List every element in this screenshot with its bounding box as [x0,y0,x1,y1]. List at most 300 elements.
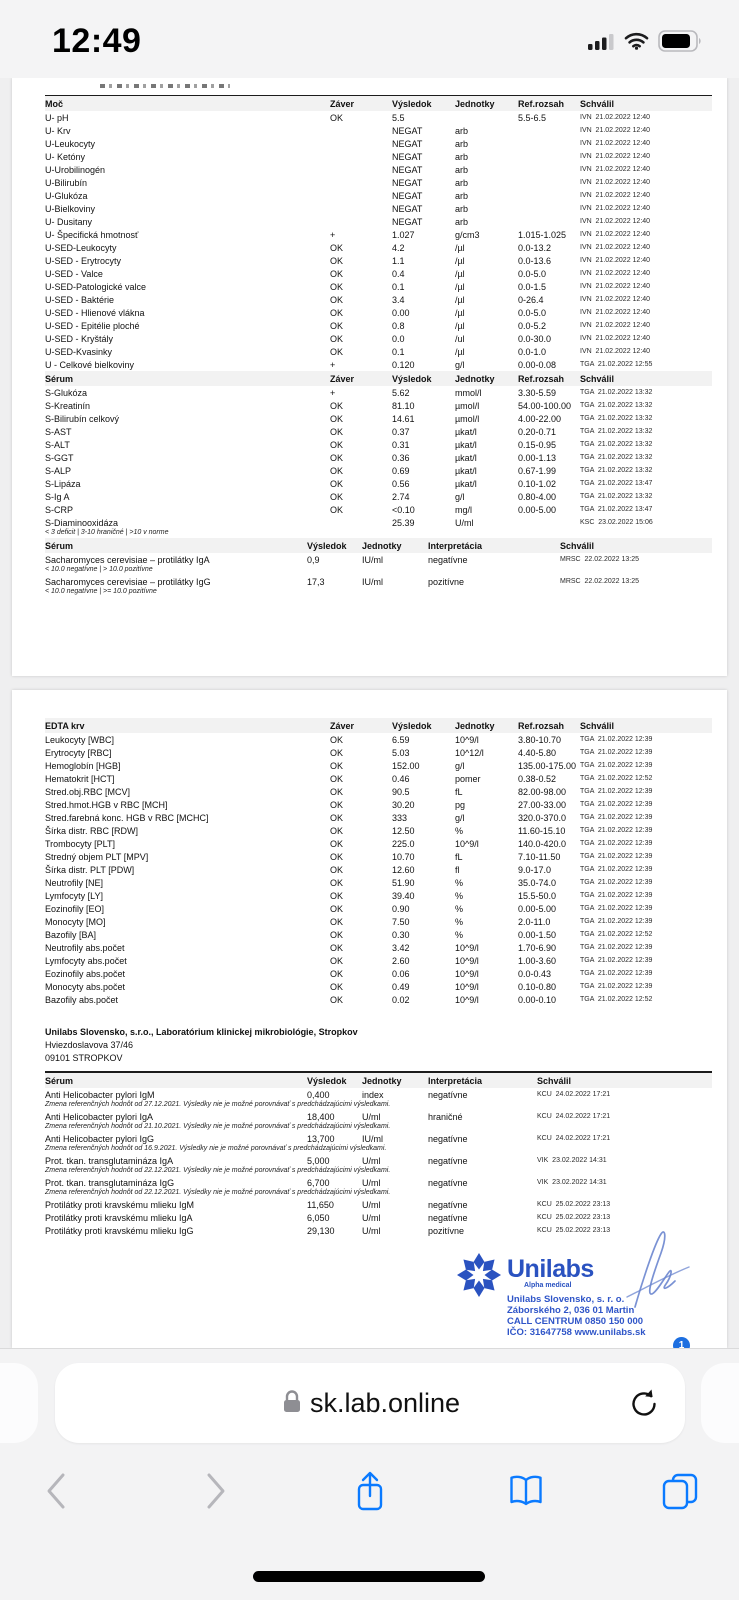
table-cell: U-SED-Leukocyty [45,242,117,253]
table-cell: /µl [455,307,465,318]
table-cell: U- Krv [45,125,71,136]
column-header: Jednotky [455,373,495,384]
table-cell: 0.20-0.71 [518,426,557,437]
table-cell: OK [330,786,344,797]
table-header-row [45,96,712,111]
table-cell: S-AST [45,426,72,437]
table-cell: TGA 21.02.2022 12:39 [580,735,653,743]
table-cell: 0.1 [392,281,405,292]
table-cell: 225.0 [392,838,415,849]
table-cell: OK [330,916,344,927]
table-cell: Erytrocyty [RBC] [45,747,112,758]
bookmarks-icon[interactable] [503,1468,549,1514]
table-cell: 5.5 [392,112,405,123]
table-cell: 0.06 [392,968,410,979]
table-cell: 0.02 [392,994,410,1005]
table-cell: U-Glukóza [45,190,88,201]
table-cell: 0-26.4 [518,294,544,305]
column-header: Ref.rozsah [518,373,565,384]
table-cell: Hematokrit [HCT] [45,773,115,784]
table-cell: 18,400 [307,1111,335,1122]
table-cell: U- Dusitany [45,216,93,227]
table-cell: + [330,229,336,240]
table-row [45,358,712,371]
table-cell: negatívne [428,1199,468,1210]
table-row [45,150,712,163]
table-header-row [45,538,712,553]
table-cell: IVN 21.02.2022 12:40 [580,295,651,303]
table-cell: U- pH [45,112,69,123]
table-cell: OK [330,851,344,862]
table-cell: Lymfocyty [LY] [45,890,104,901]
table-cell: OK [330,478,344,489]
table-cell: 10^9/l [455,994,479,1005]
table-cell: 10^9/l [455,734,479,745]
table-row [45,733,712,746]
table-cell: IU/ml [362,1133,383,1144]
table-cell: OK [330,942,344,953]
table-cell: Stred.hmot.HGB v RBC [MCH] [45,799,168,810]
table-cell: IVN 21.02.2022 12:40 [580,204,651,212]
table-cell: negatívne [428,554,468,565]
table-row [45,319,712,332]
table-cell: % [455,825,464,836]
table-cell: Sacharomyces cerevisiae – protilátky IgA [45,554,210,565]
clipped-row-remnant [100,84,230,88]
table-cell: 81.10 [392,400,415,411]
lab-report-page-1[interactable] [12,78,727,676]
table-cell: % [455,929,464,940]
table-cell: µkat/l [455,478,477,489]
table-cell: 1.00-3.60 [518,955,557,966]
table-cell: 90.5 [392,786,410,797]
table-cell: TGA 21.02.2022 12:55 [580,360,653,368]
lab-report-page-2[interactable] [12,690,727,1348]
table-cell: Eozinofily [EO] [45,903,105,914]
table-cell: KCU 25.02.2022 23:13 [537,1213,611,1221]
table-header-row [45,1073,712,1088]
previous-tab-fragment[interactable] [0,1363,38,1443]
ios-status-bar [0,0,739,78]
table-cell: 0.0 [392,333,405,344]
table-cell: µmol/l [455,413,480,424]
table-cell: OK [330,346,344,357]
table-cell: MRSC 22.02.2022 13:25 [560,577,639,585]
column-header: Schválil [537,1075,572,1086]
table-cell: IVN 21.02.2022 12:40 [580,230,651,238]
table-cell: Monocyty [MO] [45,916,106,927]
table-cell: NEGAT [392,164,423,175]
column-header: Ref.rozsah [518,98,565,109]
table-cell: 10^9/l [455,955,479,966]
table-row [45,1198,712,1211]
urine-results-table [45,96,712,371]
table-row [45,293,712,306]
table-row [45,954,712,967]
column-header: Ref.rozsah [518,720,565,731]
table-cell: U/ml [362,1155,381,1166]
table-cell: OK [330,968,344,979]
table-cell: 0.49 [392,981,410,992]
forward-button[interactable] [192,1468,238,1514]
table-cell: fL [455,851,463,862]
table-cell: 6,050 [307,1212,330,1223]
row-note: Zmena referenčných hodnôt od 22.12.2021. Výsledky nie je možné porovnávať s predchádzajúcimi výsledkami. [45,1189,391,1196]
column-header: Jednotky [455,720,495,731]
table-cell: OK [330,760,344,771]
table-cell: 10.70 [392,851,415,862]
table-cell: 3.80-10.70 [518,734,562,745]
table-cell: IVN 21.02.2022 12:40 [580,191,651,199]
table-row [45,111,712,124]
table-cell: 0.0-1.5 [518,281,547,292]
table-cell: TGA 21.02.2022 13:32 [580,427,653,435]
table-cell: IVN 21.02.2022 12:40 [580,347,651,355]
table-cell: 54.00-100.00 [518,400,572,411]
column-header: Výsledok [307,540,347,551]
column-header: Schválil [580,720,615,731]
column-header: Interpretácia [428,540,483,551]
stamp-line: CALL CENTRUM 0850 150 000 [507,1316,644,1327]
table-cell: TGA 21.02.2022 12:39 [580,956,653,964]
table-cell: 7.10-11.50 [518,851,561,862]
table-cell: S-ALT [45,439,70,450]
table-cell: OK [330,929,344,940]
table-cell: g/l [455,359,465,370]
table-cell: pozitívne [428,576,465,587]
table-cell: S-CRP [45,504,74,515]
column-header: Schválil [580,373,615,384]
table-cell: g/l [455,760,465,771]
table-cell: IVN 21.02.2022 12:40 [580,152,651,160]
table-cell: IVN 21.02.2022 12:40 [580,178,651,186]
next-tab-fragment[interactable] [701,1363,739,1443]
table-cell: U-SED-Kvasinky [45,346,113,357]
stamp-line: IČO: 31647758 www.unilabs.sk [507,1327,646,1338]
table-cell: IVN 21.02.2022 12:40 [580,139,651,147]
table-cell: µkat/l [455,452,477,463]
table-row [45,915,712,928]
table-cell: Protilátky proti kravskému mlieku IgM [45,1199,195,1210]
table-cell: IVN 21.02.2022 12:40 [580,243,651,251]
table-row [45,980,712,993]
table-cell: U - Celkové bielkoviny [45,359,135,370]
table-cell: 35.0-74.0 [518,877,557,888]
table-cell: OK [330,799,344,810]
table-cell: TGA 21.02.2022 12:39 [580,826,653,834]
row-note: Zmena referenčných hodnôt od 16.9.2021. Výsledky nie je možné porovnávať s predchádzajúcimi výsledkami. [45,1145,387,1152]
table-cell: 14.61 [392,413,415,424]
table-header-row [45,371,712,386]
safari-toolbar [0,1460,739,1530]
share-icon[interactable] [347,1468,393,1514]
table-cell: negatívne [428,1089,468,1100]
tabs-icon[interactable] [657,1468,703,1514]
table-cell: KSC 23.02.2022 15:06 [580,518,653,526]
table-cell: OK [330,439,344,450]
table-cell: mmol/l [455,387,482,398]
column-header: Sérum [45,1075,74,1086]
table-row [45,503,712,516]
table-row [45,189,712,202]
serum-results-table [45,371,712,538]
address-bar[interactable] [55,1363,685,1443]
table-cell: OK [330,413,344,424]
table-cell: arb [455,190,469,201]
table-cell: g/cm3 [455,229,480,240]
table-cell: U-Bielkoviny [45,203,96,214]
table-cell: 6.59 [392,734,410,745]
unilabs-snowflake-logo-icon [455,1251,503,1304]
table-cell: 0.4 [392,268,405,279]
table-cell: 0.0-13.6 [518,255,552,266]
lab-name: Unilabs Slovensko, s.r.o., Laboratórium klinickej mikrobiológie, Stropkov [45,1027,358,1037]
column-header: Záver [330,373,355,384]
table-cell: NEGAT [392,190,423,201]
table-cell: 11,650 [307,1199,334,1210]
table-cell: IU/ml [362,576,383,587]
table-cell: 7.50 [392,916,410,927]
table-cell: 0.0-30.0 [518,333,552,344]
table-cell: Stred.farebná konc. HGB v RBC [MCHC] [45,812,209,823]
table-cell: TGA 21.02.2022 12:39 [580,839,653,847]
table-cell: OK [330,747,344,758]
home-indicator[interactable] [253,1571,485,1582]
table-cell: arb [455,216,469,227]
table-cell: NEGAT [392,216,423,227]
table-cell: 30.20 [392,799,415,810]
table-cell: µmol/l [455,400,480,411]
table-cell: 0.36 [392,452,410,463]
table-row [45,1110,712,1123]
table-cell: Prot. tkan. transglutamináza IgG [45,1177,175,1188]
table-cell: /ul [455,333,465,344]
table-cell: µkat/l [455,426,477,437]
table-cell: negatívne [428,1177,468,1188]
lab-city: 09101 STROPKOV [45,1053,123,1063]
table-cell: 25.39 [392,517,415,528]
table-cell: 0.0-1.0 [518,346,547,357]
table-cell: 0.1 [392,346,405,357]
table-cell: 3.30-5.59 [518,387,557,398]
table-cell: 333 [392,812,408,823]
column-header: Záver [330,720,355,731]
row-note: < 10.0 negatívne | > 10.0 pozitívne [45,566,153,573]
wifi-icon [624,32,649,55]
table-cell: 4.00-22.00 [518,413,562,424]
table-cell: OK [330,255,344,266]
table-cell: Bazofily abs.počet [45,994,119,1005]
edta-blood-table [45,718,712,1006]
table-cell: TGA 21.02.2022 12:39 [580,982,653,990]
column-header: Jednotky [362,540,402,551]
table-cell: IVN 21.02.2022 12:40 [580,126,651,134]
table-row [45,345,712,358]
table-cell: TGA 21.02.2022 12:39 [580,917,653,925]
table-cell: 0.00-5.00 [518,903,557,914]
table-cell: TGA 21.02.2022 12:39 [580,969,653,977]
table-cell: TGA 21.02.2022 12:39 [580,761,653,769]
table-cell: OK [330,825,344,836]
table-cell: g/l [455,491,465,502]
table-row [45,1154,712,1167]
table-cell: TGA 21.02.2022 12:39 [580,904,653,912]
table-cell: U-SED - Valce [45,268,103,279]
stamp-line: Záborského 2, 036 01 Martin [507,1305,635,1316]
signature-scribble [597,1227,707,1327]
table-cell: % [455,903,464,914]
table-cell: KCU 25.02.2022 23:13 [537,1226,611,1234]
column-header: Schválil [560,540,595,551]
table-cell: NEGAT [392,151,423,162]
column-header: Výsledok [392,373,432,384]
table-cell: OK [330,864,344,875]
table-cell: MRSC 22.02.2022 13:25 [560,555,639,563]
back-button[interactable] [34,1468,80,1514]
serum-serology-table [45,538,712,597]
table-row [45,516,712,529]
stamp-line: Unilabs Slovensko, s. r. o. [507,1294,625,1305]
table-row [45,993,712,1006]
table-row [45,967,712,980]
table-cell: S-Ig A [45,491,70,502]
table-cell: arb [455,138,469,149]
table-row [45,941,712,954]
table-row [45,399,712,412]
table-cell: TGA 21.02.2022 13:32 [580,492,653,500]
table-row [45,137,712,150]
table-row [45,928,712,941]
table-cell: TGA 21.02.2022 12:52 [580,995,653,1003]
table-cell: TGA 21.02.2022 13:32 [580,414,653,422]
table-cell: 0.00-1.50 [518,929,557,940]
table-cell: 0.10-1.02 [518,478,557,489]
table-cell: U-SED-Patologické valce [45,281,147,292]
table-cell: arb [455,151,469,162]
chat-bubble-badge[interactable]: 1 [673,1337,690,1348]
table-cell: 0.8 [392,320,405,331]
table-cell: 2.60 [392,955,410,966]
table-cell: 5.5-6.5 [518,112,547,123]
table-cell: IVN 21.02.2022 12:40 [580,334,651,342]
table-row [45,202,712,215]
table-cell: + [330,359,336,370]
table-cell: mg/l [455,504,473,515]
table-row [45,241,712,254]
table-cell: 3.42 [392,942,410,953]
reload-icon[interactable] [627,1387,661,1421]
table-cell: 1.027 [392,229,415,240]
table-cell: 6,700 [307,1177,330,1188]
table-cell: pg [455,799,466,810]
table-cell: 29,130 [307,1225,335,1236]
table-row [45,824,712,837]
table-cell: S-Diaminooxidáza [45,517,119,528]
table-cell: negatívne [428,1133,468,1144]
row-note: Zmena referenčných hodnôt od 21.10.2021. Výsledky nie je možné porovnávať s predchádzajúcimi výsledkami. [45,1123,391,1130]
table-cell: IU/ml [362,554,383,565]
table-cell: 1.1 [392,255,405,266]
table-cell: IVN 21.02.2022 12:40 [580,308,651,316]
table-cell: S-Kreatinín [45,400,91,411]
table-cell: OK [330,773,344,784]
table-cell: KCU 24.02.2022 17:21 [537,1134,611,1142]
table-row [45,575,712,588]
table-row [45,425,712,438]
table-cell: U/ml [362,1199,381,1210]
table-cell: TGA 21.02.2022 12:39 [580,878,653,886]
column-header: Záver [330,98,355,109]
table-cell: U-SED - Kryštály [45,333,114,344]
table-cell: TGA 21.02.2022 12:52 [580,930,653,938]
table-cell: TGA 21.02.2022 12:39 [580,787,653,795]
table-cell: Lymfocyty abs.počet [45,955,127,966]
table-cell: 0.69 [392,465,410,476]
table-cell: Bazofily [BA] [45,929,97,940]
table-cell: TGA 21.02.2022 13:32 [580,466,653,474]
table-cell: OK [330,268,344,279]
lab-address-block [45,1026,712,1065]
table-row [45,785,712,798]
table-cell: U/ml [362,1225,381,1236]
table-cell: OK [330,112,344,123]
column-header: Jednotky [362,1075,402,1086]
table-cell: index [362,1089,384,1100]
table-cell: S-Lipáza [45,478,81,489]
table-cell: 0.0-5.2 [518,320,547,331]
table-row [45,124,712,137]
table-cell: /µl [455,346,465,357]
table-cell: negatívne [428,1155,468,1166]
table-cell: NEGAT [392,177,423,188]
table-row [45,811,712,824]
table-cell: TGA 21.02.2022 12:39 [580,800,653,808]
table-cell: 0.00 [392,307,410,318]
table-cell: S-Glukóza [45,387,88,398]
table-cell: 0.80-4.00 [518,491,557,502]
table-cell: OK [330,955,344,966]
table-cell: fL [455,786,463,797]
table-cell: 1.015-1.025 [518,229,567,240]
table-row [45,215,712,228]
table-row [45,464,712,477]
table-cell: U-SED - Hlienové vlákna [45,307,145,318]
table-cell: IVN 21.02.2022 12:40 [580,321,651,329]
table-cell: OK [330,838,344,849]
table-cell: 15.5-50.0 [518,890,557,901]
table-cell: IVN 21.02.2022 12:40 [580,282,651,290]
table-cell: Monocyty abs.počet [45,981,126,992]
table-cell: 0.46 [392,773,410,784]
table-row [45,306,712,319]
table-cell: Anti Helicobacter pylori IgM [45,1089,155,1100]
column-header: Výsledok [392,720,432,731]
table-cell: OK [330,320,344,331]
row-note: < 10.0 negatívne | >= 10.0 pozitívne [45,588,157,595]
table-row [45,267,712,280]
table-row [45,163,712,176]
table-row [45,386,712,399]
row-note: Zmena referenčných hodnôt od 22.12.2021. Výsledky nie je možné porovnávať s predchádzajúcimi výsledkami. [45,1167,391,1174]
table-cell: IVN 21.02.2022 12:40 [580,256,651,264]
table-cell: 13,700 [307,1133,335,1144]
column-header: Sérum [45,373,74,384]
table-row [45,837,712,850]
table-cell: 0.00-0.08 [518,359,557,370]
table-cell: hraničné [428,1111,463,1122]
table-cell: 4.2 [392,242,405,253]
table-cell: 82.00-98.00 [518,786,567,797]
